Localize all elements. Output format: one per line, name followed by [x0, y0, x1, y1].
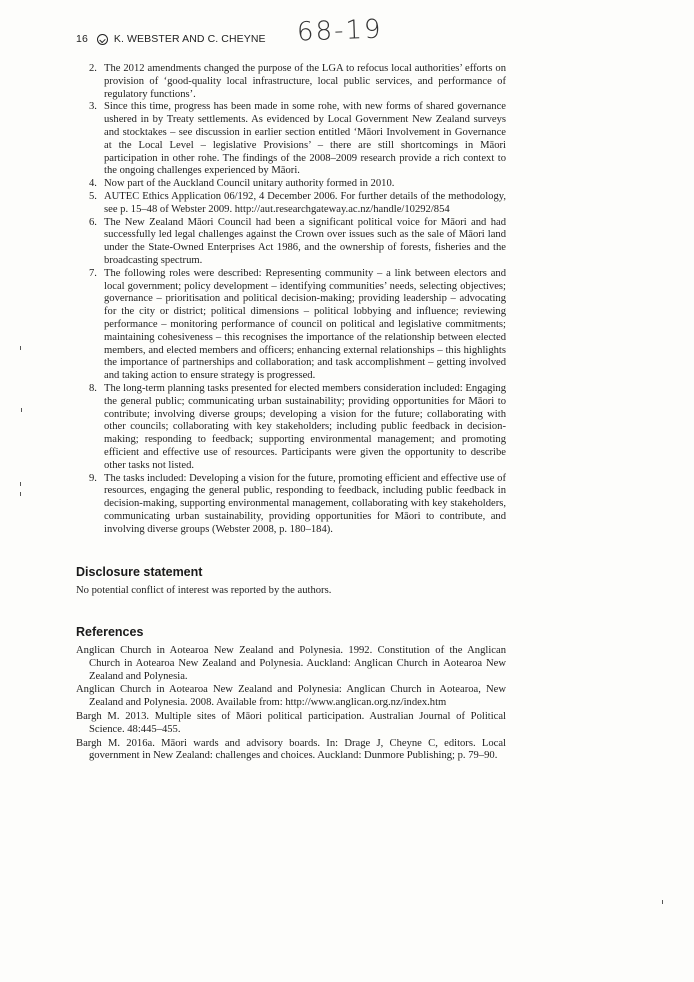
reference-item: Bargh M. 2016a. Māori wards and advisory boards. In: Drage J, Cheyne C, editors. Local government in New Zealand: challenges and choices. Auckland: Dunmore Publishing; p. 79–90. — [76, 737, 506, 762]
references-heading: References — [76, 625, 144, 639]
endnotes-list — [89, 63, 506, 536]
scan-margin-mark — [20, 492, 21, 496]
disclosure-heading: Disclosure statement — [76, 565, 203, 579]
running-head-authors: K. WEBSTER AND C. CHEYNE — [113, 33, 266, 45]
scan-margin-mark — [662, 900, 663, 904]
scan-margin-mark — [20, 346, 21, 350]
references-list — [76, 645, 506, 764]
reference-item: Anglican Church in Aotearoa New Zealand and Polynesia: Anglican Church in Aotearoa, New Zealand and Polynesia. 2008. Available from: http://www.anglican.org.nz/index.htm — [76, 684, 506, 709]
reference-item: Bargh M. 2013. Multiple sites of Māori political participation. Australian Journal of Political Science. 48:445–455. — [76, 710, 506, 735]
handwritten-annotation: 68-19 — [296, 14, 384, 48]
reference-item: Anglican Church in Aotearoa New Zealand and Polynesia. 1992. Constitution of the Anglican Church in Aotearoa New Zealand and Polynesia. Auckland: Anglican Church in Aotearoa New Zealand and Polynesia. — [76, 645, 506, 682]
scan-margin-mark — [20, 482, 21, 486]
endnote-item: 2. The 2012 amendments changed the purpose of the LGA to refocus local authorities’ efforts on provision of ‘good-quality local infrastructure, local public services, and performance of regulatory functions’. — [89, 63, 506, 100]
endnote-item: 8. The long-term planning tasks presented for elected members consideration included: Engaging the general public; communicating urban sustainability; providing opportunities for Māori to contribute; involving diverse groups; developing a vision for the future; collaborating with other councils; collaborating with key stakeholders; including public feedback in decision-making; responding to feedback; supporting environmental management; and promoting efficient and effective use of resources. Participants were given the opportunity to describe other tasks not listed. — [89, 382, 506, 471]
endnote-item: 7. The following roles were described: Representing community – a link between electors and local government; policy development – identifying communities’ needs, selecting objectives; governance – prioritisation and political decision-making; providing leadership – advocating for the city or district; political dimensions – political lobbying and influence; reviewing performance – monitoring performance of council on political and legislative commitments; maintaining cohesiveness – this recognises the importance of the relationship between elected members, and elected members and officers; enhancing external relationships – this highlights the importance of partnerships and collaboration; and task accomplishment – getting involved and taking action to ensure strategy is progressed. — [89, 267, 506, 382]
running-head — [76, 33, 266, 45]
endnote-item: 9. The tasks included: Developing a vision for the future, promoting efficient and effective use of resources, engaging the general public, responding to feedback, including public feedback in decision-making, supporting environmental management, collaborating with key stakeholders, communicating urban sustainability, providing opportunities for Māori to contribute, and involving diverse groups (Webster 2008, p. 180–184). — [89, 472, 506, 535]
disclosure-text: No potential conflict of interest was reported by the authors. — [76, 585, 332, 596]
endnote-item: 5. AUTEC Ethics Application 06/192, 4 December 2006. For further details of the methodology, see p. 15–48 of Webster 2009. http://aut.researchgateway.ac.nz/handle/10292/854 — [89, 190, 506, 215]
scan-margin-mark — [21, 408, 22, 412]
endnote-item: 4. Now part of the Auckland Council unitary authority formed in 2010. — [89, 178, 395, 190]
page-number: 16 — [76, 33, 88, 45]
endnote-item: 6. The New Zealand Māori Council had been a significant political voice for Māori and had successfully led legal challenges against the Crown over issues such as the sale of Māori land under the State-Owned Enterprises Act 1986, and the ownership of forests, fisheries and the broadcasting spectrum. — [89, 216, 506, 266]
publisher-logo-icon — [97, 34, 108, 45]
endnote-item: 3. Since this time, progress has been made in some rohe, with new forms of shared governance ushered in by Treaty settlements. As evidenced by Local Government New Zealand surveys and stocktakes – see discussion in earlier section entitled ‘Māori Involvement in Governance at the Local Level – legislative Provisions’ – there are still shortcomings in Māori participation in other rohe. The findings of the 2008–2009 research provide a rich context to the ongoing challenges experienced by Māori. — [89, 101, 506, 177]
